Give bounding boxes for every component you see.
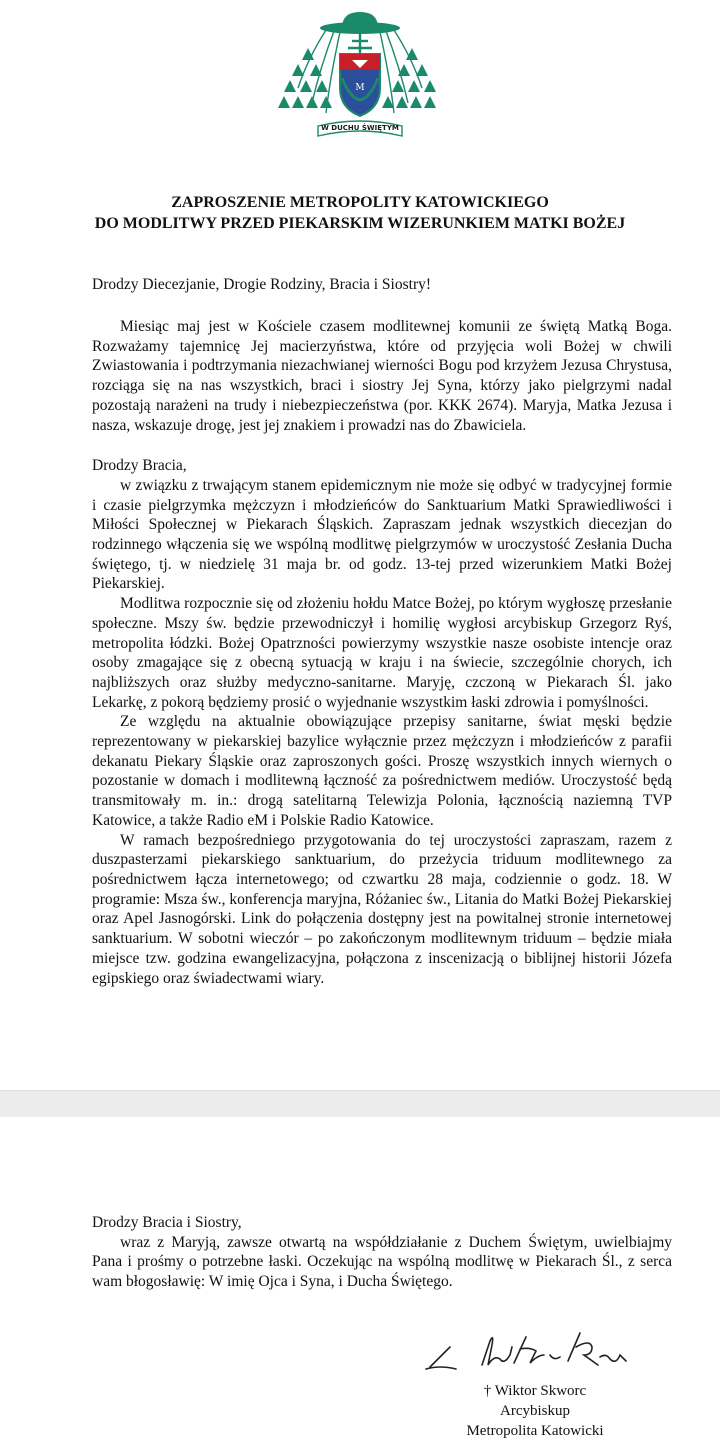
letter-body-page-2 bbox=[92, 1213, 672, 1292]
signatory-office: Metropolita Katowicki bbox=[466, 1423, 604, 1439]
signature-block bbox=[430, 1381, 640, 1441]
signatory-name: † Wiktor Skworc bbox=[483, 1383, 587, 1399]
title-line-2: DO MODLITWY PRZED PIEKARSKIM WIZERUNKIEM MATKI BOŻEJ bbox=[94, 215, 626, 232]
signatory-role: Arcybiskup bbox=[500, 1403, 570, 1419]
paragraph-5: W ramach bezpośredniego przygotowania do tej uroczystości zapraszam, razem z duszpasterzami piekarskiego sanktuarium, do przeżycia triduum modlitewnego za pośrednictwem łącza internetowego; od czwartku 28 maja, codziennie o godz. 18. W programie: Msza św., konferencja maryjna, Różaniec św., Litania do Matki Bożej Piekarskiej oraz Apel Jasnogórski. Link do połączenia dostępny jest na powitalnej stronie internetowej sanktuarium. W sobotni wieczór – po zakończonym modlitewnym triduum – będzie miała miejsce tzw. godzina ewangelizacyjna, połączona z inscenizacją o biblijnej historii Józefa egipskiego oraz świadectwami wiary. bbox=[92, 831, 672, 987]
title-line-1: ZAPROSZENIE METROPOLITY KATOWICKIEGO bbox=[171, 194, 549, 211]
document-page-2 bbox=[0, 1117, 720, 1442]
salutation: Drodzy Diecezjanie, Drogie Rodziny, Bracia i Siostry! bbox=[92, 276, 432, 293]
paragraph-2: w związku z trwającym stanem epidemicznym nie może się odbyć w tradycyjnej formie i czasie pielgrzymka mężczyzn i młodzieńców do Sanktuarium Matki Sprawiedliwości i Miłości Społecznej w Piekarach Śląskich. Zapraszam jednak wszystkich diecezjan do rodzinnego włączenia się we wspólną modlitwę pielgrzymów w uroczystość Zesłania Ducha świętego, tj. w niedzielę 31 maja br. od godz. 13-tej przed wizerunkiem Matki Bożej Piekarskiej. bbox=[92, 476, 672, 593]
page-separator bbox=[0, 1090, 720, 1118]
document-title bbox=[60, 192, 660, 234]
paragraph-1: Miesiąc maj jest w Kościele czasem modlitewnej komunii ze świętą Matką Boga. Rozważamy tajemnicę Jej macierzyństwa, które od przyjęcia woli Bożej w chwili Zwiastowania i podtrzymania niezachwianej wierności Bogu pod krzyżem Jezusa Chrystusa, rozciąga się na nas wszystkich, braci i siostry Jej Syna, którzy jako pielgrzymi nadal pozostają narażeni na trudy i niebezpieczeństwa (por. KKK 2674). Maryja, Matka Jezusa i nasza, wskazuje drogę, jest jej znakiem i prowadzi nas do Zbawiciela. bbox=[92, 318, 672, 434]
paragraph-4: Ze względu na aktualnie obowiązujące przepisy sanitarne, świat męski będzie reprezentowany w piekarskiej bazylice wyłącznie przez mężczyzn i młodzieńców z parafii dekanatu Piekary Śląskie oraz zaproszonych gości. Proszę wszystkich innych wiernych o pozostanie w domach i modlitewną łączność za pośrednictwem mediów. Uroczystość będą transmitowały m. in.: drogą satelitarną Telewizja Polonia, łącznością naziemną TVP Katowice, a także Radio eM i Polskie Radio Katowice. bbox=[92, 713, 672, 829]
motto-ribbon-text: W DUCHU ŚWIĘTYM bbox=[321, 124, 399, 132]
letter-body-page-1 bbox=[92, 317, 672, 988]
paragraph-6: wraz z Maryją, zawsze otwartą na współdziałanie z Duchem Świętym, uwielbiajmy Pana i prośmy o potrzebne łaski. Oczekując na wspólną modlitwę w Piekarach Śl., z serca wam błogosławię: W imię Ojca i Syna, i Ducha Świętego. bbox=[92, 1233, 672, 1291]
paragraph-3: Modlitwa rozpocznie się od złożeniu hołdu Matce Bożej, po którym wygłoszę przesłanie społeczne. Mszy św. będzie przewodniczył i homilię wygłosi arcybiskup Grzegorz Ryś, metropolita łódzki. Bożej Opatrzności powierzymy wszystkie nasze osobiste intencje oraz osoby zmagające się z obecną sytuacją w kraju i na świecie, szczególnie chorych, ich najbliższych oraz służby medyczno-sanitarne. Maryję, czczoną w Piekarach Śl. jako Lekarkę, z pokorą będziemy prosić o wyjednanie wszystkim łaski zdrowia i pomyślności. bbox=[92, 595, 672, 711]
greeting-brothers: Drodzy Bracia, bbox=[92, 457, 187, 475]
svg-text:M: M bbox=[355, 83, 365, 93]
handwritten-signature bbox=[420, 1325, 640, 1380]
greeting-brothers-sisters: Drodzy Bracia i Siostry, bbox=[92, 1214, 242, 1231]
